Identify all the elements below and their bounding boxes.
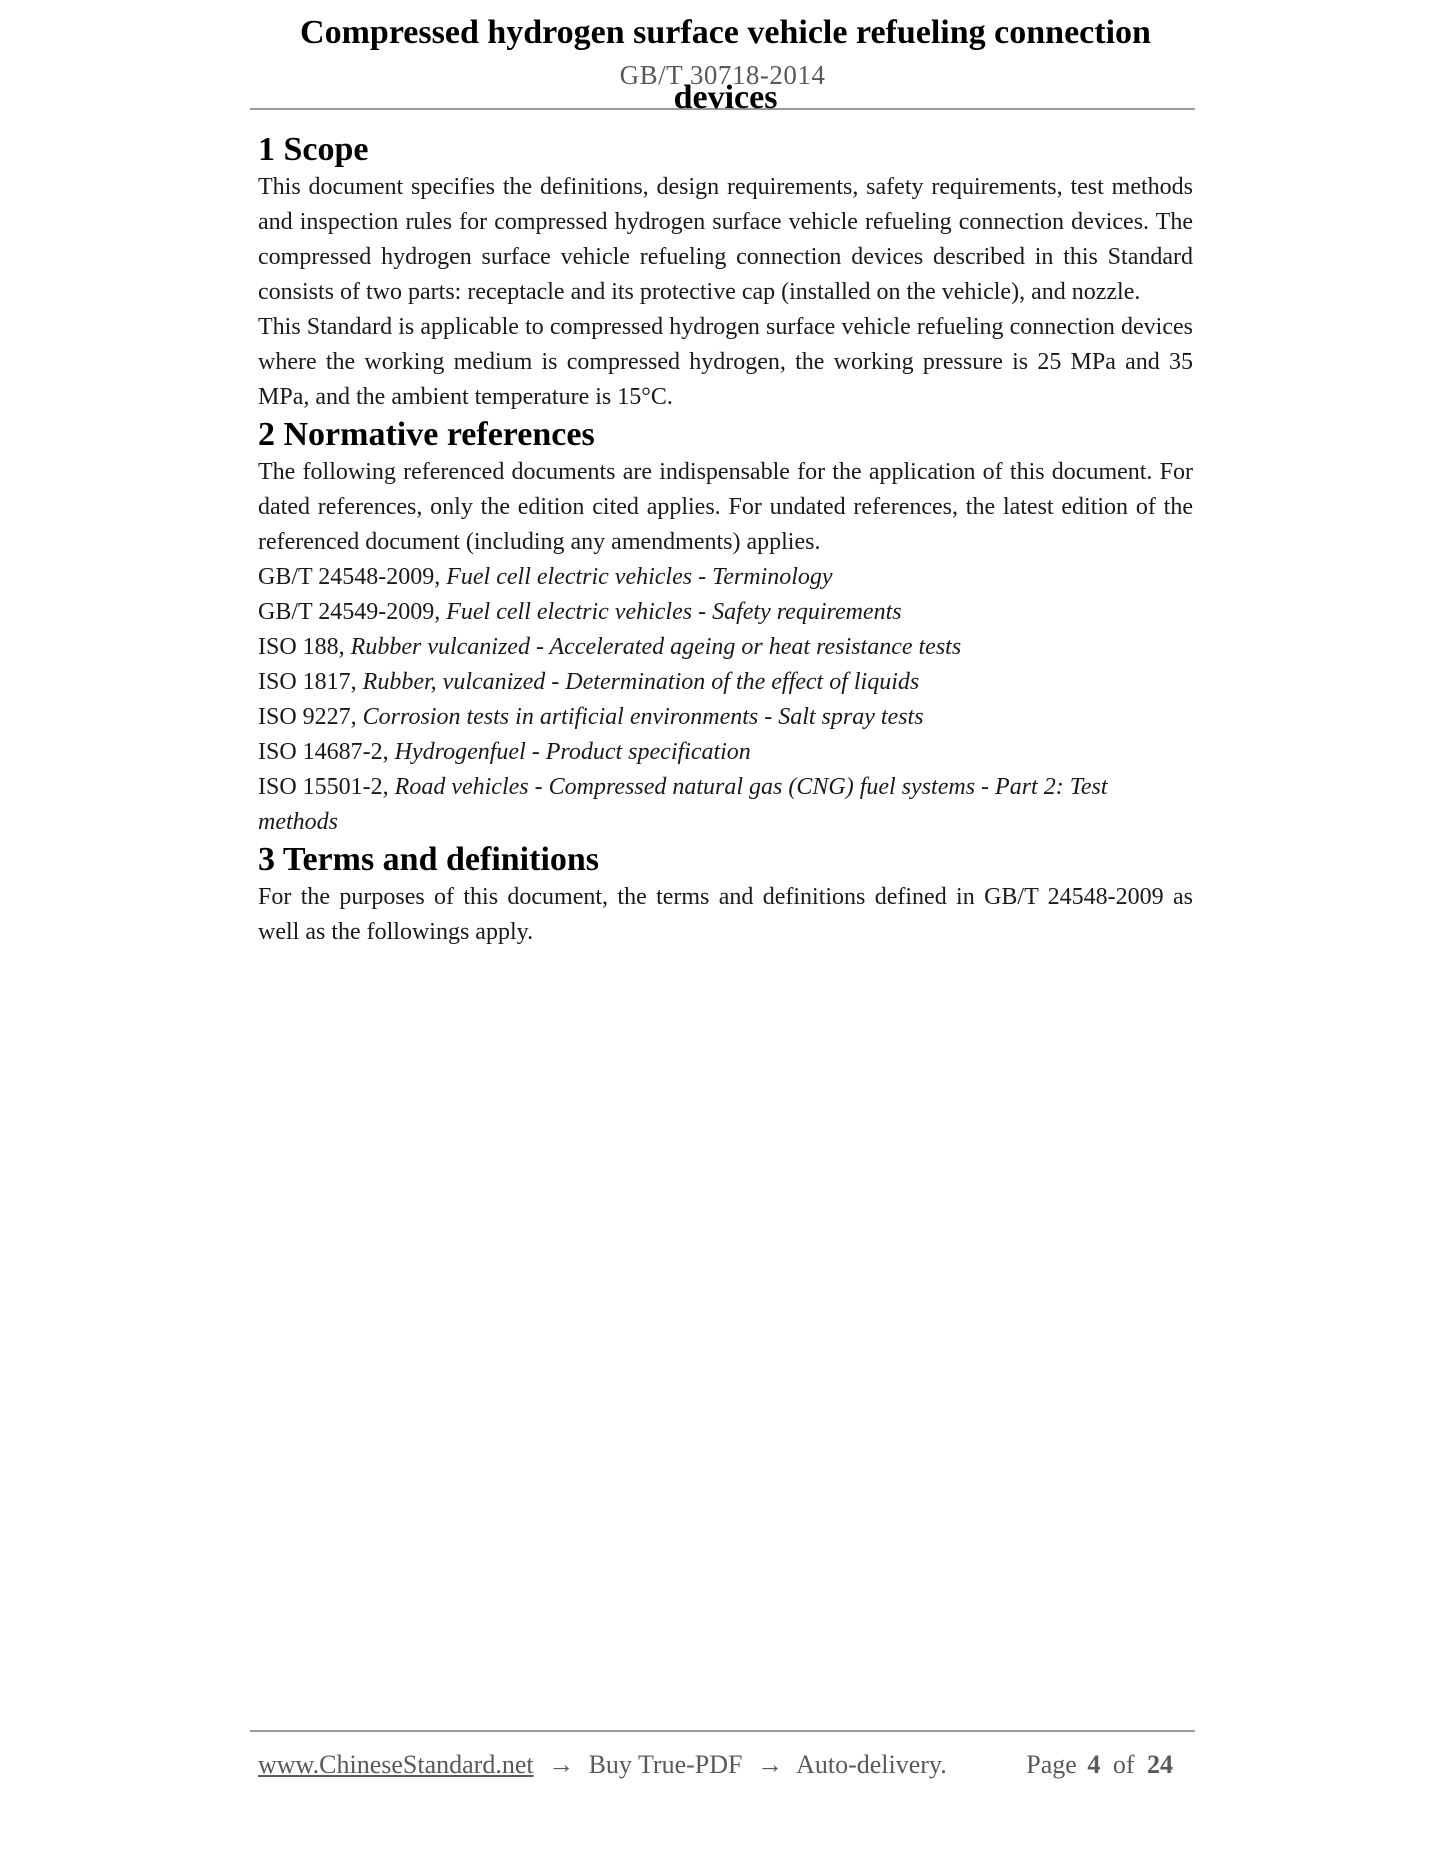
footer-website-link[interactable]: www.ChineseStandard.net <box>258 1750 534 1779</box>
page-label: Page <box>1026 1750 1077 1779</box>
footer-buy-label: Buy True-PDF <box>588 1750 743 1779</box>
reference-title: Fuel cell electric vehicles - Safety requirements <box>446 599 902 625</box>
right-arrow-icon: → <box>548 1750 575 1779</box>
total-page-number: 24 <box>1147 1750 1173 1779</box>
document-title-line2: devices <box>673 79 778 116</box>
reference-code: GB/T 24548-2009, <box>258 564 441 590</box>
terms-paragraph: For the purposes of this document, the terms and definitions defined in GB/T 24548-2009 as well as the followings apply. <box>258 884 1193 945</box>
normative-references-intro: The following referenced documents are indispensable for the application of this document. For dated references, only the edition cited applies. For undated references, the latest edition of the referenced document (including any amendments) applies. <box>258 459 1193 555</box>
footer-divider <box>250 1730 1195 1732</box>
section-heading-scope: 1 Scope <box>258 131 369 168</box>
of-label: of <box>1112 1750 1135 1779</box>
page-header-doc-number: GB/T 30718-2014 <box>619 60 826 90</box>
reference-title: Corrosion tests in artificial environments - Salt spray tests <box>362 704 924 730</box>
footer-source-line <box>258 1750 947 1780</box>
scope-paragraph-1: This document specifies the definitions, design requirements, safety requirements, test methods and inspection rules for compressed hydrogen surface vehicle refueling connection devices. The compressed hydrogen surface vehicle refueling connection devices described in this Standard consists of two parts: receptacle and its protective cap (installed on the vehicle), and nozzle. <box>258 174 1193 305</box>
reference-title: Road vehicles - Compressed natural gas (CNG) fuel systems - Part 2: Test methods <box>258 774 1108 835</box>
reference-code: ISO 188, <box>258 634 345 660</box>
reference-code: ISO 14687-2, <box>258 739 389 765</box>
reference-item <box>258 560 1193 595</box>
page-footer <box>258 1750 1193 1780</box>
reference-code: GB/T 24549-2009, <box>258 599 441 625</box>
right-arrow-icon: → <box>757 1750 783 1779</box>
reference-code: ISO 9227, <box>258 704 357 730</box>
scope-paragraph-2: This Standard is applicable to compressed hydrogen surface vehicle refueling connection devices where the working medium is compressed hydrogen, the working pressure is 25 MPa and 35 MPa, and the ambient temperature is 15°C. <box>258 314 1193 410</box>
reference-title: Fuel cell electric vehicles - Terminology <box>446 564 833 590</box>
document-content <box>258 0 1193 950</box>
reference-item <box>258 700 1193 735</box>
document-title-line1: Compressed hydrogen surface vehicle refueling connection <box>300 14 1151 51</box>
document-title <box>258 0 1193 130</box>
reference-title: Rubber, vulcanized - Determination of the effect of liquids <box>362 669 920 695</box>
reference-item <box>258 665 1193 700</box>
reference-code: ISO 15501-2, <box>258 774 389 800</box>
footer-page-indicator <box>1026 1750 1193 1780</box>
reference-item <box>258 595 1193 630</box>
section-heading-terms-definitions: 3 Terms and definitions <box>258 841 600 878</box>
reference-item <box>258 735 1193 770</box>
footer-delivery-label: Auto-delivery. <box>796 1750 947 1779</box>
reference-title: Hydrogenfuel - Product specification <box>394 739 751 765</box>
current-page-number: 4 <box>1087 1750 1101 1779</box>
reference-title: Rubber vulcanized - Accelerated ageing or heat resistance tests <box>350 634 962 660</box>
section-heading-normative-references: 2 Normative references <box>258 416 595 453</box>
reference-item <box>258 630 1193 665</box>
reference-item <box>258 770 1193 840</box>
reference-code: ISO 1817, <box>258 669 357 695</box>
